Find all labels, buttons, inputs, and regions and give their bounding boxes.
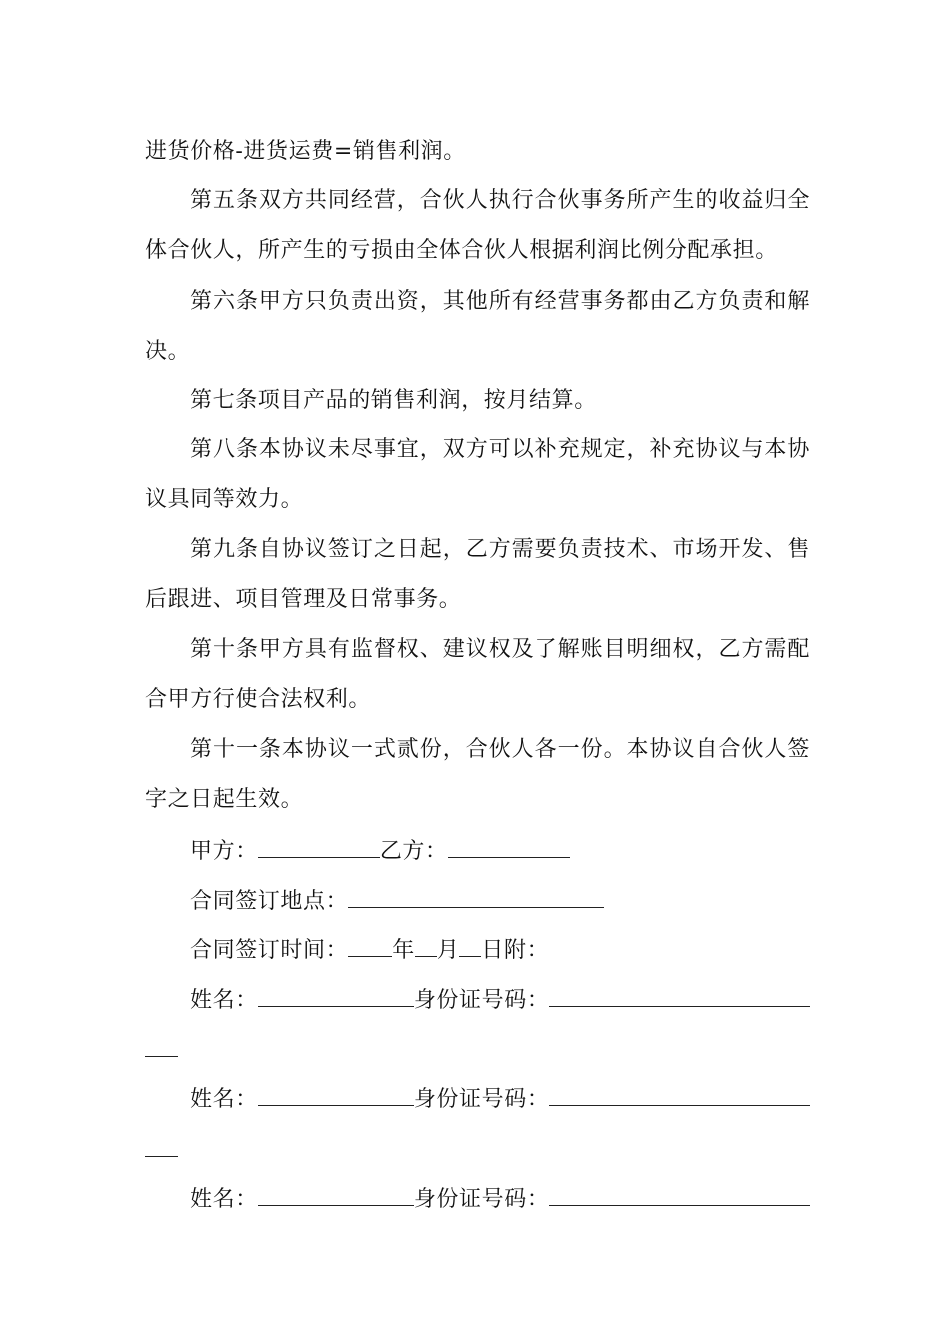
name-label: 姓名： — [190, 988, 258, 1013]
name-blank[interactable] — [258, 984, 414, 1007]
id-number-label: 身份证号码： — [413, 988, 550, 1013]
id-number-blank-continued[interactable] — [145, 1055, 178, 1057]
year-blank[interactable] — [348, 934, 392, 957]
party-signature-row — [190, 835, 810, 865]
month-blank[interactable] — [415, 934, 437, 957]
clause-9-line-1: 第九条自协议签订之日起，乙方需要负责技术、市场开发、售 — [190, 537, 810, 562]
signing-place-row — [190, 885, 810, 915]
id-number-blank-continued[interactable] — [145, 1155, 178, 1157]
day-attach-label: 日附： — [481, 938, 550, 963]
month-label: 月 — [436, 938, 460, 963]
name-blank[interactable] — [258, 1183, 414, 1206]
year-label: 年 — [392, 938, 415, 963]
id-number-blank[interactable] — [549, 1083, 810, 1106]
signing-time-label: 合同签订时间： — [190, 938, 349, 963]
clause-10-line-2: 合甲方行使合法权利。 — [145, 687, 372, 712]
clause-9-line-2: 后跟进、项目管理及日常事务。 — [145, 587, 462, 612]
name-blank[interactable] — [258, 1083, 414, 1106]
partner-row-2 — [190, 1083, 810, 1113]
party-a-label: 甲方： — [190, 839, 258, 864]
clause-6-line-1: 第六条甲方只负责出资，其他所有经营事务都由乙方负责和解 — [190, 289, 810, 314]
clause-5-line-1: 第五条双方共同经营，合伙人执行合伙事务所产生的收益归全 — [190, 188, 810, 213]
id-number-label: 身份证号码： — [413, 1087, 550, 1112]
clause-7: 第七条项目产品的销售利润，按月结算。 — [190, 388, 597, 413]
party-b-blank[interactable] — [448, 835, 570, 858]
clause-8-line-1: 第八条本协议未尽事宜，双方可以补充规定，补充协议与本协 — [190, 437, 810, 462]
day-blank[interactable] — [459, 934, 481, 957]
party-a-blank[interactable] — [258, 835, 380, 858]
name-label: 姓名： — [190, 1187, 258, 1212]
line-1: 进货价格-进货运费=销售利润。 — [145, 139, 466, 164]
signing-time-row — [190, 934, 810, 964]
clause-10-line-1: 第十条甲方具有监督权、建议权及了解账目明细权，乙方需配 — [190, 637, 810, 662]
party-b-label: 乙方： — [379, 839, 448, 864]
clause-8-line-2: 议具同等效力。 — [145, 487, 304, 512]
name-label: 姓名： — [190, 1087, 258, 1112]
id-number-label: 身份证号码： — [413, 1187, 550, 1212]
signing-place-label: 合同签订地点： — [190, 889, 349, 914]
id-number-blank[interactable] — [549, 984, 810, 1007]
clause-11-line-2: 字之日起生效。 — [145, 787, 304, 812]
partner-row-3 — [190, 1183, 810, 1213]
partner-row-1 — [190, 984, 810, 1014]
clause-5-line-2: 体合伙人，所产生的亏损由全体合伙人根据利润比例分配承担。 — [145, 238, 778, 263]
clause-6-line-2: 决。 — [145, 339, 191, 364]
signing-place-blank[interactable] — [348, 885, 604, 908]
id-number-blank[interactable] — [549, 1183, 810, 1206]
clause-11-line-1: 第十一条本协议一式贰份，合伙人各一份。本协议自合伙人签 — [190, 737, 810, 762]
